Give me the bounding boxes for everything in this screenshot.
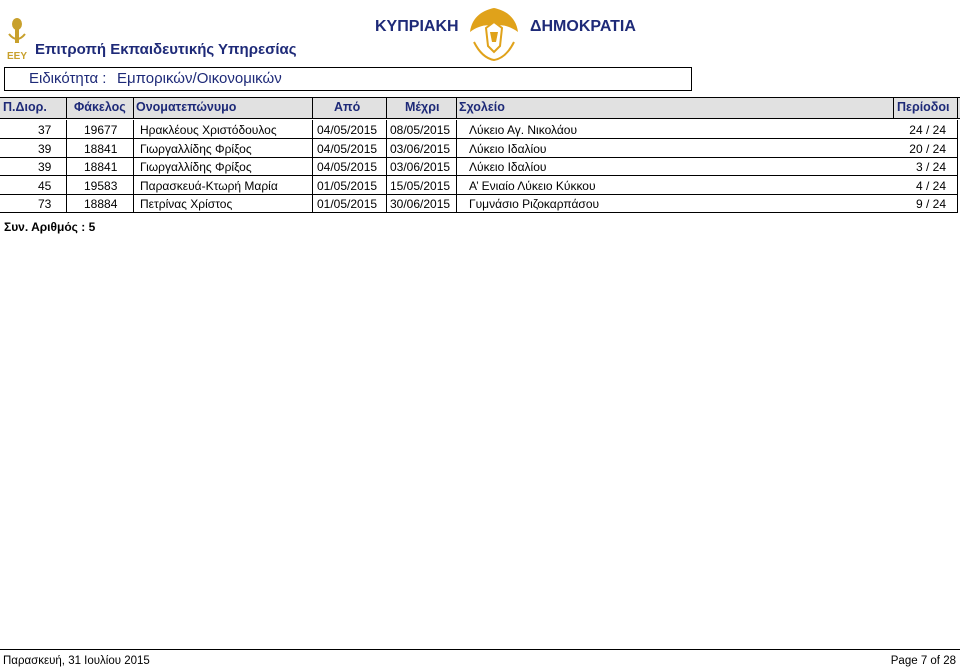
table-row [0, 176, 958, 195]
col-school: Σχολείο [459, 100, 505, 114]
footer-page-number: Page 7 of 28 [890, 655, 956, 667]
cell-rank: 37 [38, 123, 52, 137]
cell-from: 04/05/2015 [317, 142, 378, 156]
cell-name: Γιωργαλλίδης Φρίξος [140, 142, 252, 156]
col-periods: Περίοδοι [897, 100, 950, 114]
cell-from: 01/05/2015 [317, 179, 378, 193]
col-rank: Π.Διορ. [3, 100, 47, 114]
col-name: Ονοματεπώνυμο [136, 100, 237, 114]
republic-title-left: ΚΥΠΡΙΑΚΗ [375, 18, 459, 35]
cell-from: 04/05/2015 [317, 160, 378, 174]
cell-to: 15/05/2015 [390, 179, 451, 193]
cell-periods: 4 / 24 [915, 179, 946, 193]
footer-divider [0, 649, 960, 650]
cell-name: Πετρίνας Χρίστος [140, 197, 233, 211]
cell-school: Α’ Ενιαίο Λύκειο Κύκκου [469, 179, 596, 193]
cell-name: Παρασκευά-Κτωρή Μαρία [140, 179, 278, 193]
cell-from: 04/05/2015 [317, 123, 378, 137]
cell-to: 03/06/2015 [390, 142, 451, 156]
cell-file: 18884 [84, 197, 118, 211]
cell-school: Γυμνάσιο Ριζοκαρπάσου [469, 197, 600, 211]
eey-logo [3, 16, 31, 62]
org-title: Επιτροπή Εκπαιδευτικής Υπηρεσίας [35, 41, 297, 58]
republic-title-right: ΔΗΜΟΚΡΑΤΙΑ [530, 18, 636, 35]
cell-to: 03/06/2015 [390, 160, 451, 174]
footer-date: Παρασκευή, 31 Ιουλίου 2015 [3, 655, 150, 667]
cell-name: Ηρακλέους Χριστόδουλος [140, 123, 277, 137]
cell-school: Λύκειο Αγ. Νικολάου [469, 123, 578, 137]
cell-file: 18841 [84, 142, 118, 156]
cell-periods: 3 / 24 [915, 160, 946, 174]
cell-periods: 9 / 24 [915, 197, 946, 211]
cell-file: 18841 [84, 160, 118, 174]
cell-to: 08/05/2015 [390, 123, 451, 137]
col-to: Μέχρι [405, 100, 440, 114]
table-row [0, 120, 958, 139]
cell-file: 19583 [84, 179, 118, 193]
logo-text: ΕΕΥ [6, 51, 28, 62]
cell-from: 01/05/2015 [317, 197, 378, 211]
table-row [0, 194, 958, 213]
cyprus-emblem-icon [466, 2, 522, 62]
specialty-box [4, 67, 692, 91]
cell-rank: 45 [38, 179, 52, 193]
col-file: Φάκελος [74, 100, 126, 114]
cell-rank: 39 [38, 142, 52, 156]
cell-rank: 39 [38, 160, 52, 174]
table-row [0, 157, 958, 176]
table-header [0, 97, 960, 119]
cell-school: Λύκειο Ιδαλίου [469, 142, 547, 156]
table-row [0, 139, 958, 158]
cell-rank: 73 [38, 197, 52, 211]
specialty-label: Ειδικότητα : [29, 70, 107, 87]
cell-file: 19677 [84, 123, 118, 137]
cell-school: Λύκειο Ιδαλίου [469, 160, 547, 174]
total-count: Συν. Αριθμός : 5 [4, 220, 96, 234]
specialty-value: Εμπορικών/Οικονομικών [117, 70, 282, 87]
col-from: Από [334, 100, 361, 114]
cell-name: Γιωργαλλίδης Φρίξος [140, 160, 252, 174]
cell-to: 30/06/2015 [390, 197, 451, 211]
cell-periods: 24 / 24 [909, 123, 946, 137]
cell-periods: 20 / 24 [909, 142, 946, 156]
